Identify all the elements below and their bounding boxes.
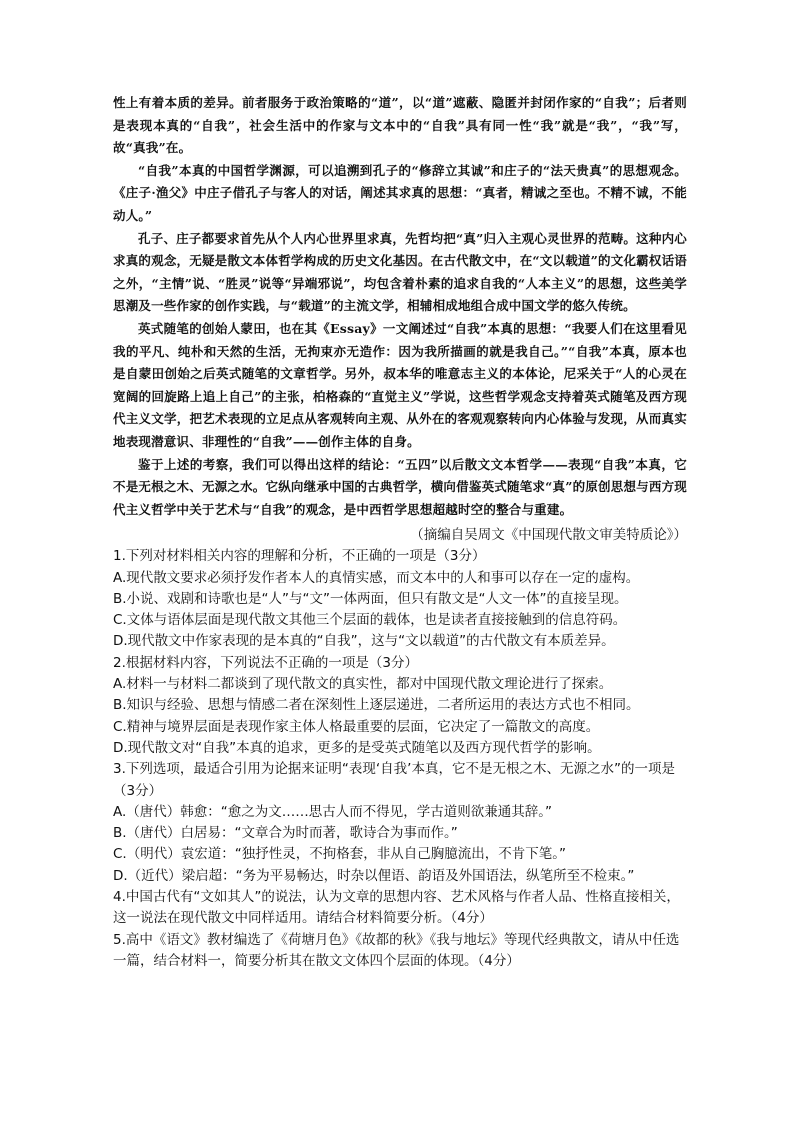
question-option: C.精神与境界层面是表现作家主体人格最重要的层面，它决定了一篇散文的高度。 [113, 718, 600, 735]
question-option: D.现代散文对“自我”本真的追求，更多的是受英式随笔以及西方现代哲学的影响。 [113, 739, 601, 756]
question-stem: 2.根据材料内容，下列说法不正确的一项是（3分） [113, 654, 418, 671]
passage-paragraph: 性上有着本质的差异。前者服务于政治策略的“道”，以“道”遮蔽、隐匿并封闭作家的“自我”；后者则是表现本真的“自我”，社会生活中的作家与文本中的“自我”具有同一性“我”就是“我”，“我”写，故“真我”在。 [113, 95, 687, 156]
question-option: B.（唐代）白居易：“文章合为时而著，歌诗合为事而作。” [113, 825, 458, 842]
passage-paragraph: “自我”本真的中国哲学渊源，可以追溯到孔子的“修辞立其诚”和庄子的“法天贵真”的思想观念。《庄子·渔父》中庄子借孔子与客人的对话，阐述其求真的思想：“真者，精诚之至也。不精不诚，不能动人。” [113, 162, 687, 223]
question-option: A.现代散文要求必须抒发作者本人的真情实感，而文本中的人和事可以存在一定的虚构。 [113, 569, 640, 586]
document-page [113, 92, 687, 972]
question-stem: 4.中国古代有“文如其人”的说法，认为文章的思想内容、艺术风格与作者人品、性格直接相关，这一说法在现代散文中同样适用。请结合材料简要分析。（4分） [113, 889, 680, 927]
question-option: D.现代散文中作家表现的是本真的“自我”，这与“文以载道”的古代散文有本质差异。 [113, 633, 615, 650]
passage [113, 92, 687, 546]
passage-paragraph: 鉴于上述的考察，我们可以得出这样的结论：“五四”以后散文文本哲学——表现“自我”本真，它不是无根之木、无源之水。它纵向继承中国的古典哲学，横向借鉴英式随笔求“真”的原创思想与西方现代主义哲学中关于艺术与“自我”的观念，是中西哲学思想超越时空的整合与重建。 [113, 456, 687, 517]
question-option: C.文体与语体层面是现代散文其他三个层面的载体，也是读者直接接触到的信息符码。 [113, 612, 627, 629]
question-stem: 3.下列选项，最适合引用为论据来证明“表现‘自我’本真，它不是无根之木、无源之水”的一项是（3分） [113, 761, 675, 799]
question-stem: 1.下列对材料相关内容的理解和分析，不正确的一项是（3分） [113, 548, 486, 565]
question-option: C.（明代）袁宏道：“独抒性灵，不拘格套，非从自己胸臆流出，不肯下笔。” [113, 846, 566, 863]
question-option: B.小说、戏剧和诗歌也是“人”与“文”一体两面，但只有散文是“人文一体”的直接呈现。 [113, 590, 628, 607]
question-option: A.材料一与材料二都谈到了现代散文的真实性，都对中国现代散文理论进行了探索。 [113, 676, 613, 693]
passage-paragraph: 英式随笔的创始人蒙田，也在其《Essay》一文阐述过“自我”本真的思想：“我要人们在这里看见我的平凡、纯朴和天然的生活，无拘束亦无造作：因为我所描画的就是我自己。”“自我”本真，原本也是自蒙田创始之后英式随笔的文章哲学。另外，叔本华的唯意志主义的本体论，尼采关于“人的心灵在宽阔的回旋路上追上自己”的主张，柏格森的“直觉主义”学说，这些哲学观念支持着英式随笔及西方现代主义文学，把艺术表现的立足点从客观转向主观、从外在的客观观察转向内心体验与发现，从而真实地表现潜意识、非理性的“自我”——创作主体的自身。 [113, 320, 687, 449]
question-list [113, 546, 687, 972]
question-stem: 5.高中《语文》教材编选了《荷塘月色》《故都的秋》《我与地坛》等现代经典散文，请从中任选一篇，结合材料一，简要分析其在散文文体四个层面的体现。（4分） [113, 931, 680, 969]
question-option: B.知识与经验、思想与情感二者在深刻性上逐层递进，二者所运用的表达方式也不相同。 [113, 697, 640, 714]
passage-paragraph: 孔子、庄子都要求首先从个人内心世界里求真，先哲均把“真”归入主观心灵世界的范畴。这种内心求真的观念，无疑是散文本体哲学构成的历史文化基因。在古代散文中，在“文以载道”的文化霸权话语之外，“主情”说、“胜灵”说等“异端邪说”，均包含着朴素的追求自我的“人本主义”的思想，这些美学思潮及一些作家的创作实践，与“载道”的主流文学，相辅相成地组合成中国文学的悠久传统。 [113, 230, 687, 314]
question-option: A.（唐代）韩愈：“愈之为文……思古人而不得见，学古道则欲兼通其辞。” [113, 803, 553, 820]
question-option: D.（近代）梁启超：“务为平易畅达，时杂以俚语、韵语及外国语法，纵笔所至不检束。” [113, 867, 635, 884]
passage-source: （摘编自吴周文《中国现代散文审美特质论》） [410, 527, 687, 544]
